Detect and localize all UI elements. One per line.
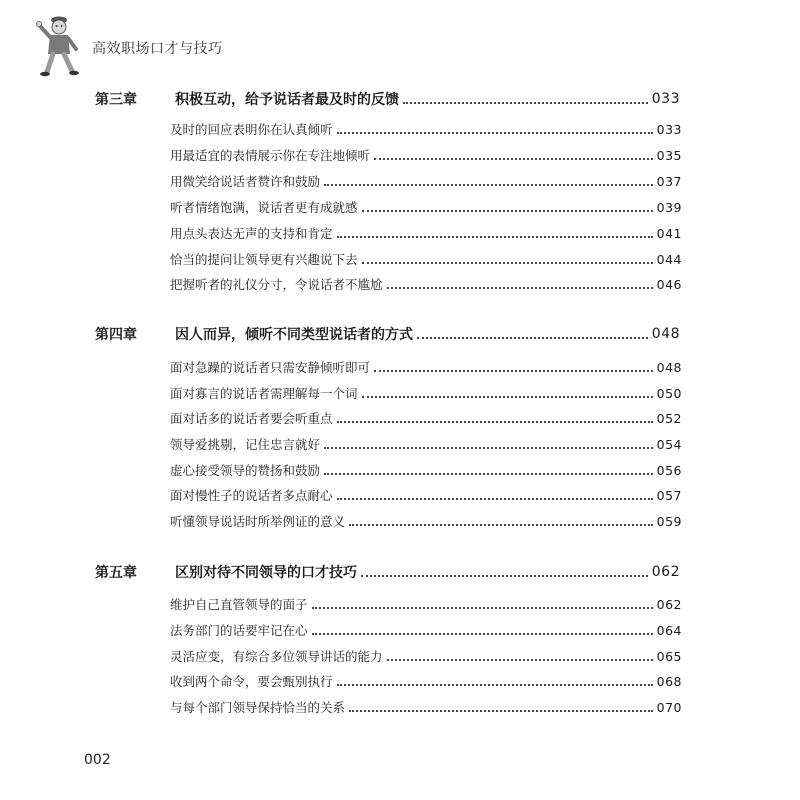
item-page: 048 <box>656 359 682 375</box>
chapter-number: 第五章 <box>95 565 137 581</box>
item-title: 用微笑给说话者赞许和鼓励 <box>170 174 321 189</box>
toc-item[interactable] <box>170 511 682 531</box>
book-title: 高效职场口才与技巧 <box>92 41 223 57</box>
dot-leader <box>337 421 653 423</box>
dot-leader <box>324 184 653 186</box>
toc-item[interactable] <box>170 171 682 191</box>
toc-item[interactable] <box>170 620 682 640</box>
item-page: 057 <box>656 487 682 503</box>
dot-leader <box>374 158 653 160</box>
item-page: 062 <box>656 596 682 612</box>
item-title: 把握听者的礼仪分寸，令说话者不尴尬 <box>170 277 383 292</box>
dot-leader <box>312 633 653 635</box>
toc-item[interactable] <box>170 145 682 165</box>
item-page: 039 <box>656 199 682 215</box>
item-page: 050 <box>656 385 682 401</box>
item-title: 及时的回应表明你在认真倾听 <box>170 122 333 137</box>
dot-leader <box>387 287 653 289</box>
chapter-number: 第四章 <box>95 327 137 343</box>
item-page: 070 <box>656 699 682 715</box>
item-page: 052 <box>656 410 682 426</box>
item-page: 041 <box>656 225 682 241</box>
toc-item[interactable] <box>170 197 682 217</box>
toc-item[interactable] <box>170 485 682 505</box>
dot-leader <box>403 102 648 104</box>
item-page: 064 <box>656 622 682 638</box>
toc-item[interactable] <box>170 460 682 480</box>
dot-leader <box>387 659 653 661</box>
item-title: 用最适宜的表情展示你在专注地倾听 <box>170 148 371 163</box>
item-page: 046 <box>656 276 682 292</box>
chapter-page: 033 <box>651 91 680 107</box>
dot-leader <box>324 447 653 449</box>
item-page: 044 <box>656 251 682 267</box>
toc-item[interactable] <box>170 357 682 377</box>
toc-item[interactable] <box>170 594 682 614</box>
chapter-title: 区别对待不同领导的口才技巧 <box>175 565 357 581</box>
toc-item[interactable] <box>170 646 682 666</box>
item-title: 用点头表达无声的支持和肯定 <box>170 226 333 241</box>
item-title: 收到两个命令，要会甄别执行 <box>170 674 333 689</box>
dot-leader <box>417 337 648 339</box>
dot-leader <box>312 607 653 609</box>
dot-leader <box>337 498 653 500</box>
page-number: 002 <box>84 752 111 768</box>
item-title: 灵活应变，有综合多位领导讲话的能力 <box>170 649 383 664</box>
toc-item[interactable] <box>170 119 682 139</box>
chapter-title: 积极互动，给予说话者最及时的反馈 <box>175 92 399 108</box>
dot-leader <box>361 575 648 577</box>
item-title: 听者情绪饱满，说话者更有成就感 <box>170 200 358 215</box>
dot-leader <box>349 524 653 526</box>
chapter-heading[interactable] <box>95 561 680 583</box>
item-title: 领导爱挑剔，记住忠言就好 <box>170 437 321 452</box>
toc-item[interactable] <box>170 697 682 717</box>
toc-item[interactable] <box>170 274 682 294</box>
item-title: 面对慢性子的说话者多点耐心 <box>170 488 333 503</box>
item-title: 与每个部门领导保持恰当的关系 <box>170 700 346 715</box>
chapter-page: 062 <box>651 564 680 580</box>
toc-item[interactable] <box>170 223 682 243</box>
item-title: 听懂领导说话时所举例证的意义 <box>170 514 346 529</box>
dot-leader <box>362 210 653 212</box>
item-page: 035 <box>656 147 682 163</box>
item-page: 054 <box>656 436 682 452</box>
dot-leader <box>362 396 653 398</box>
toc-item[interactable] <box>170 383 682 403</box>
item-title: 面对话多的说话者要会听重点 <box>170 411 333 426</box>
chapter-heading[interactable] <box>95 88 680 110</box>
item-page: 059 <box>656 513 682 529</box>
dot-leader <box>337 132 653 134</box>
item-title: 虚心接受领导的赞扬和鼓励 <box>170 463 321 478</box>
dot-leader <box>374 370 653 372</box>
dot-leader <box>337 684 653 686</box>
item-title: 法务部门的话要牢记在心 <box>170 623 308 638</box>
item-page: 068 <box>656 673 682 689</box>
item-title: 维护自己直管领导的面子 <box>170 597 308 612</box>
item-page: 065 <box>656 648 682 664</box>
chapter-heading[interactable] <box>95 323 680 345</box>
dot-leader <box>324 473 653 475</box>
toc-item[interactable] <box>170 408 682 428</box>
dot-leader <box>337 236 653 238</box>
item-page: 056 <box>656 462 682 478</box>
item-title: 面对急躁的说话者只需安静倾听即可 <box>170 360 371 375</box>
dot-leader <box>362 262 653 264</box>
toc-item[interactable] <box>170 671 682 691</box>
item-title: 恰当的提问让领导更有兴趣说下去 <box>170 252 358 267</box>
chapter-number: 第三章 <box>95 92 137 108</box>
item-page: 037 <box>656 173 682 189</box>
dot-leader <box>349 710 653 712</box>
chapter-page: 048 <box>651 326 680 342</box>
toc-item[interactable] <box>170 434 682 454</box>
item-title: 面对寡言的说话者需理解每一个词 <box>170 386 358 401</box>
chapter-title: 因人而异，倾听不同类型说话者的方式 <box>175 327 413 343</box>
item-page: 033 <box>656 121 682 137</box>
toc-item[interactable] <box>170 249 682 269</box>
